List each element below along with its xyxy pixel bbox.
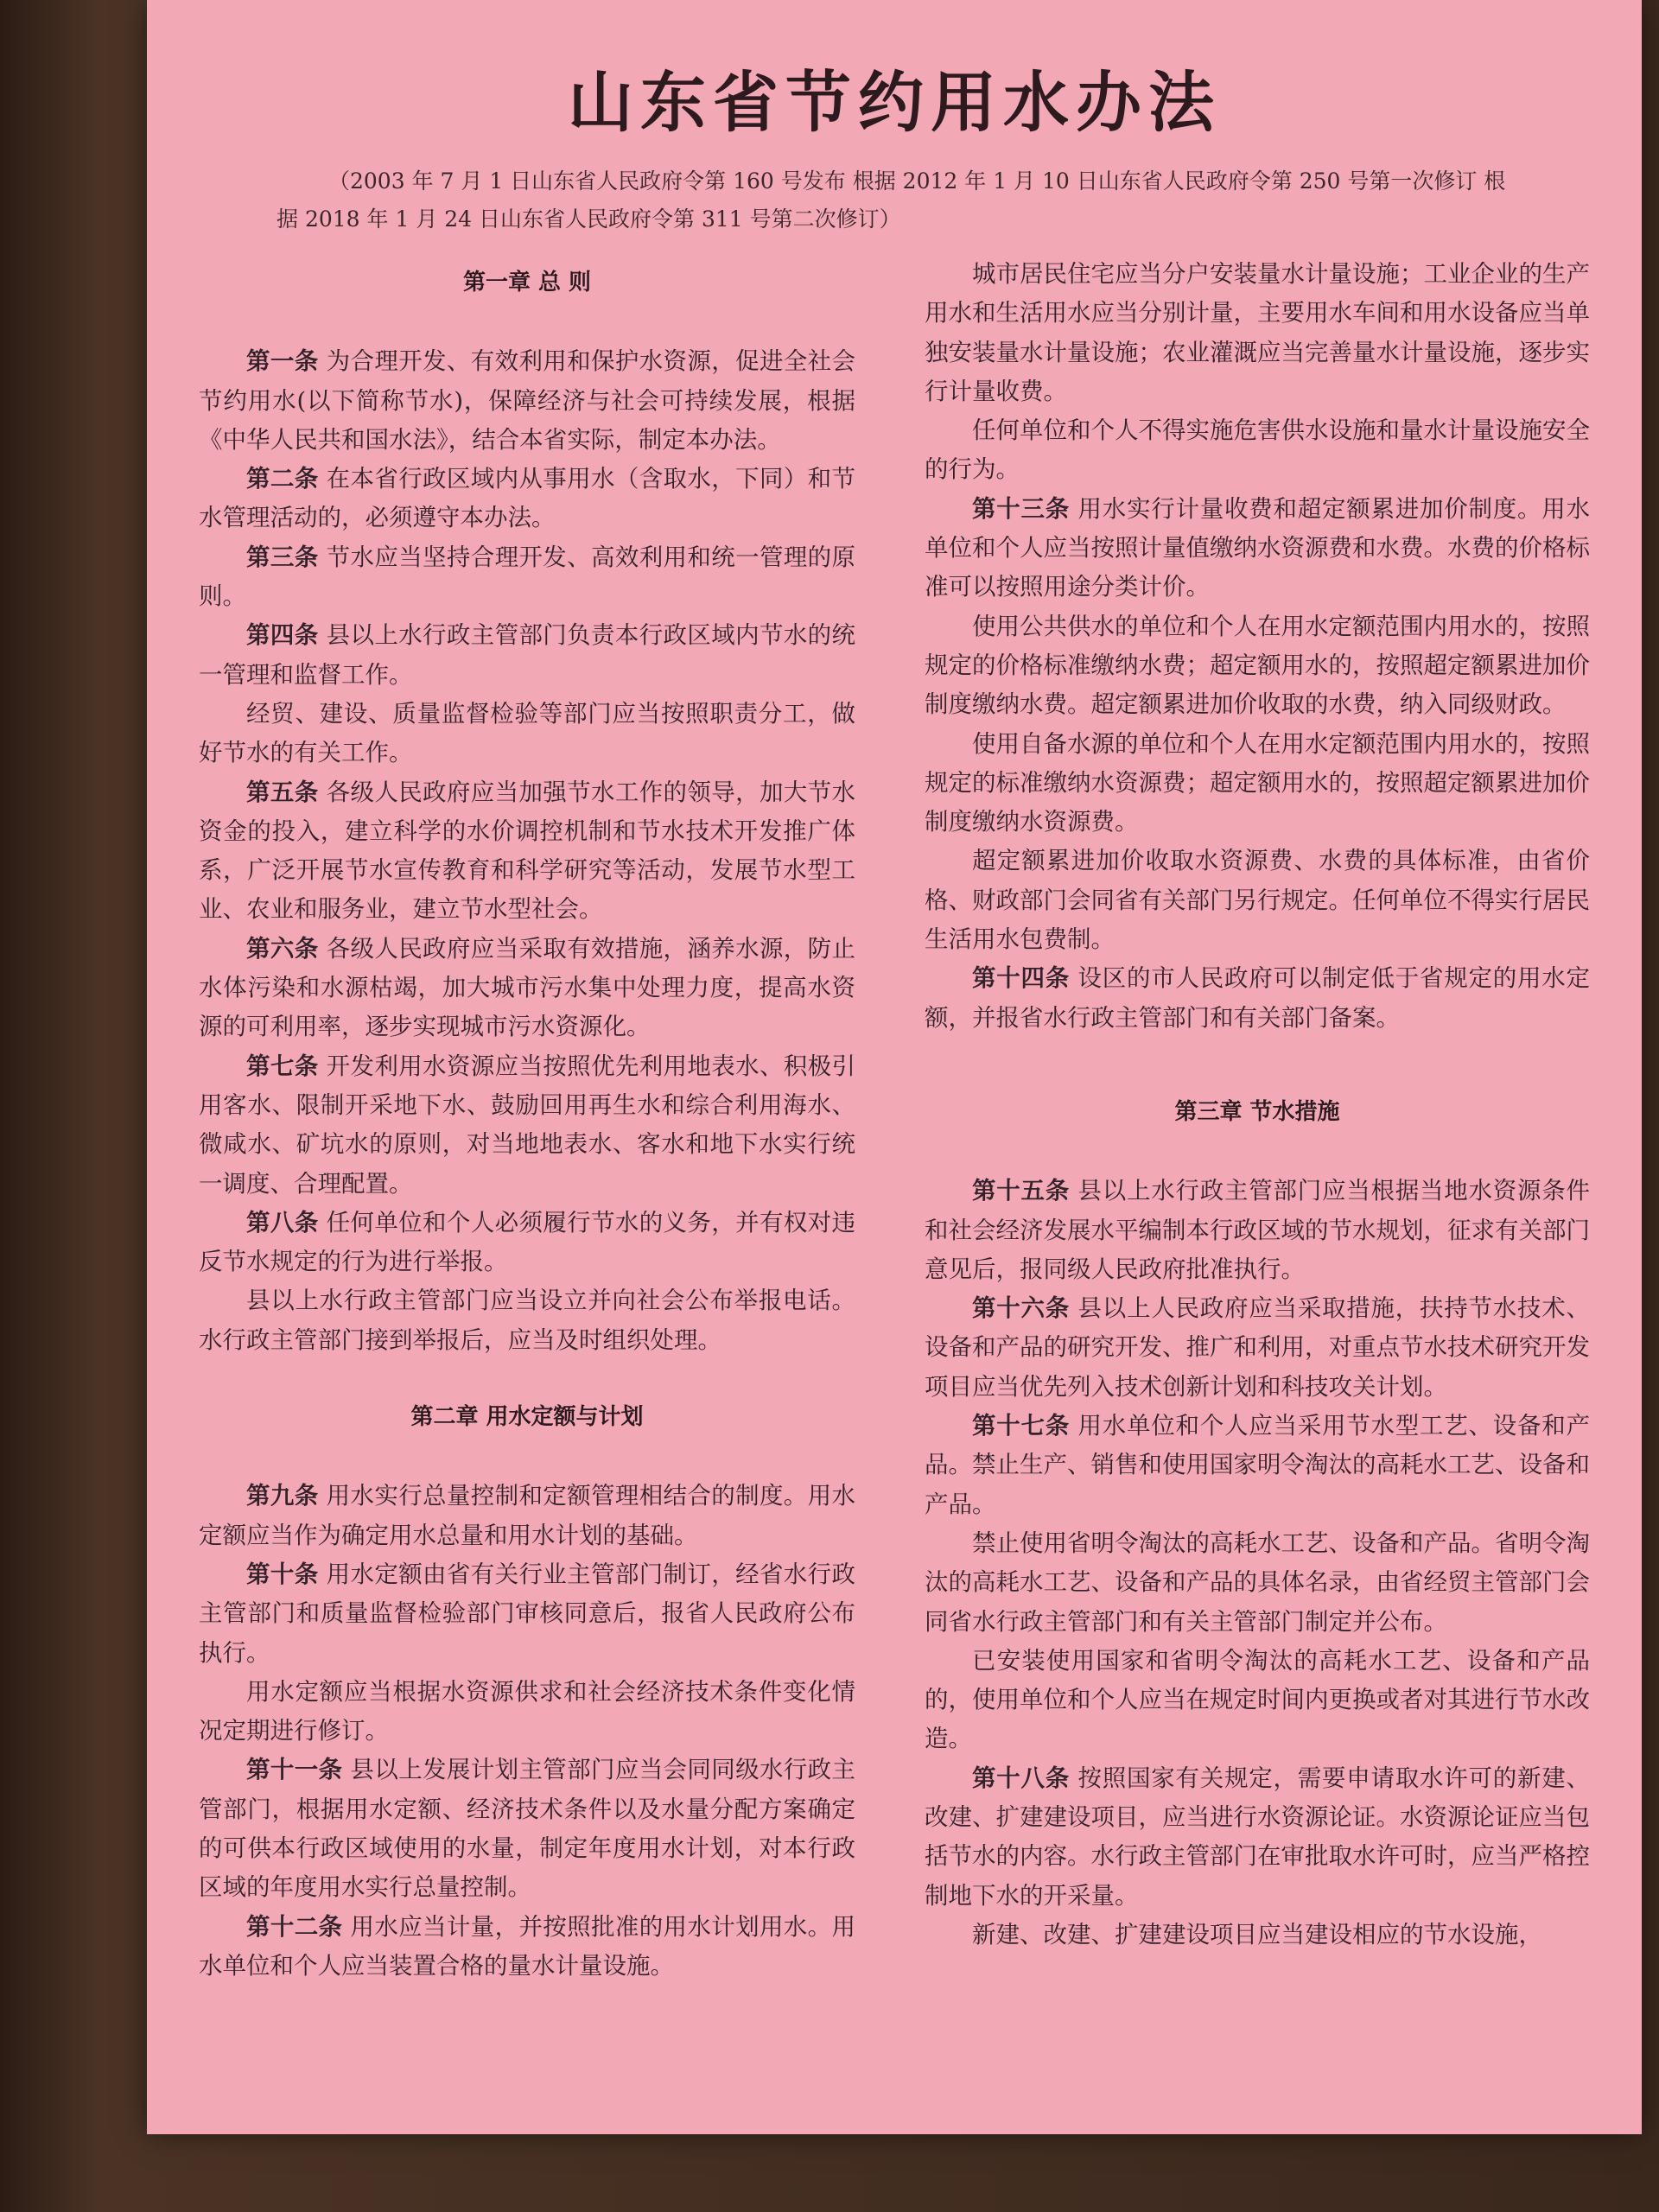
article-text: 县以上水行政主管部门负责本行政区域内节水的统一管理和监督工作。 xyxy=(199,621,856,689)
article-text: 超定额累进加价收取水资源费、水费的具体标准，由省价格、财政部门会同省有关部门另行规定。任何单位不得实行居民生活用水包费制。 xyxy=(925,847,1590,954)
article-number: 第九条 xyxy=(246,1482,319,1510)
article-text: 城市居民住宅应当分户安装量水计量设施；工业企业的生产用水和生活用水应当分别计量，主要用水车间和用水设备应当单独安装量水计量设施；农业灌溉应当完善量水计量设施，逐步实行计量收费。 xyxy=(925,260,1590,405)
article-paragraph xyxy=(925,959,1590,1038)
article-text: 在本省行政区域内从事用水（含取水，下同）和节水管理活动的，必须遵守本办法。 xyxy=(199,465,856,532)
chapter-2-articles xyxy=(199,1477,855,1986)
article-text: 用水实行总量控制和定额管理相结合的制度。用水定额应当作为确定用水总量和用水计划的基础。 xyxy=(199,1482,856,1549)
article-number: 第十六条 xyxy=(972,1294,1070,1323)
article-text: 开发利用水资源应当按照优先利用地表水、积极引用客水、限制开采地下水、鼓励回用再生水和综合利用海水、微咸水、矿坑水的原则，对当地地表水、客水和地下水实行统一调度、合理配置。 xyxy=(199,1052,856,1198)
article-text: 用水实行计量收费和超定额累进加价制度。用水单位和个人应当按照计量值缴纳水资源费和水费。水费的价格标准可以按照用途分类计价。 xyxy=(925,494,1590,601)
article-text: 新建、改建、扩建建设项目应当建设相应的节水设施， xyxy=(972,1920,1542,1948)
article-number: 第一条 xyxy=(246,347,319,376)
article-text: 用水定额应当根据水资源供求和社会经济技术条件变化情况定期进行修订。 xyxy=(199,1677,855,1745)
article-paragraph xyxy=(199,773,855,930)
article-paragraph xyxy=(199,1673,855,1751)
article-number: 第十五条 xyxy=(972,1177,1070,1205)
article-number: 第七条 xyxy=(246,1052,319,1080)
article-number: 第十一条 xyxy=(246,1756,343,1784)
article-text: 经贸、建设、质量监督检验等部门应当按照职责分工，做好节水的有关工作。 xyxy=(199,699,855,767)
document-title: 山东省节约用水办法 xyxy=(568,64,1221,141)
article-number: 第八条 xyxy=(246,1208,319,1236)
article-paragraph xyxy=(199,460,855,538)
article-paragraph xyxy=(925,842,1590,959)
article-paragraph xyxy=(925,1916,1590,1955)
article-paragraph xyxy=(199,616,855,695)
article-text: 县以上人民政府应当采取措施，扶持节水技术、设备和产品的研究开发、推广和利用，对重点节水技术研究开发项目应当优先列入技术创新计划和科技攻关计划。 xyxy=(925,1294,1590,1401)
article-paragraph xyxy=(199,538,855,617)
article-number: 第十七条 xyxy=(972,1412,1070,1440)
article-text: 使用自备水源的单位和个人在用水定额范围内用水的，按照规定的标准缴纳水资源费；超定额用水的，按照超定额累进加价制度缴纳水资源费。 xyxy=(925,729,1590,836)
article-number: 第十二条 xyxy=(246,1912,343,1941)
article-paragraph xyxy=(199,1047,855,1204)
article-paragraph xyxy=(199,1751,855,1907)
article-paragraph xyxy=(925,725,1590,842)
document-subtitle: （2003 年 7 月 1 日山东省人民政府令第 160 号发布 根据 2012 年 1 月 10 日山东省人民政府令第 250 号第一次修订 根据 2018 年 1 月 24 日山东省人民政府令第 311 号第二次修订） xyxy=(276,168,1506,232)
article-paragraph xyxy=(199,1908,855,1986)
article-paragraph xyxy=(199,342,855,460)
chapter-heading-3: 第三章 节水措施 xyxy=(1174,1098,1340,1125)
article-number: 第六条 xyxy=(246,934,319,963)
article-number: 第十四条 xyxy=(972,964,1070,993)
article-text: 节水应当坚持合理开发、高效利用和统一管理的原则。 xyxy=(199,543,856,611)
article-text: 县以上发展计划主管部门应当会同同级水行政主管部门，根据用水定额、经济技术条件以及水量分配方案确定的可供本行政区域使用的水量，制定年度用水计划，对本行政区域的年度用水实行总量控制。 xyxy=(199,1756,855,1902)
article-text: 县以上水行政主管部门应当根据当地水资源条件和社会经济发展水平编制本行政区域的节水规划，征求有关部门意见后，报同级人民政府批准执行。 xyxy=(925,1177,1590,1283)
article-number: 第五条 xyxy=(246,778,319,806)
article-number: 第十条 xyxy=(246,1560,319,1588)
article-paragraph xyxy=(925,1642,1590,1759)
article-text: 已安装使用国家和省明令淘汰的高耗水工艺、设备和产品的，使用单位和个人应当在规定时间内更换或者对其进行节水改造。 xyxy=(925,1646,1590,1753)
article-text: 为合理开发、有效利用和保护水资源，促进全社会节约用水(以下简称节水)，保障经济与社会可持续发展，根据《中华人民共和国水法》，结合本省实际，制定本办法。 xyxy=(199,347,856,454)
article-text: 使用公共供水的单位和个人在用水定额范围内用水的，按照规定的价格标准缴纳水费；超定额用水的，按照超定额累进加价制度缴纳水费。超定额累进加价收取的水费，纳入同级财政。 xyxy=(925,612,1590,719)
chapter-heading-2: 第二章 用水定额与计划 xyxy=(410,1404,644,1431)
article-paragraph xyxy=(925,411,1590,490)
article-paragraph xyxy=(199,695,855,773)
article-text: 各级人民政府应当加强节水工作的领导，加大节水资金的投入，建立科学的水价调控机制和节水技术开发推广体系，广泛开展节水宣传教育和科学研究等活动，发展节水型工业、农业和服务业，建立节水型社会。 xyxy=(199,778,856,924)
article-paragraph xyxy=(925,255,1590,411)
article-text: 禁止使用省明令淘汰的高耗水工艺、设备和产品。省明令淘汰的高耗水工艺、设备和产品的具体名录，由省经贸主管部门会同省水行政主管部门和有关主管部门制定并公布。 xyxy=(925,1529,1590,1636)
article-paragraph xyxy=(199,1477,855,1555)
article-paragraph xyxy=(199,1281,855,1360)
chapter-1-articles xyxy=(199,342,855,1360)
article-text: 各级人民政府应当采取有效措施，涵养水源，防止水体污染和水源枯竭，加大城市污水集中处理力度，提高水资源的可利用率，逐步实现城市污水资源化。 xyxy=(199,934,856,1041)
article-text: 用水定额由省有关行业主管部门制订，经省水行政主管部门和质量监督检验部门审核同意后，报省人民政府公布执行。 xyxy=(199,1560,856,1667)
article-paragraph xyxy=(925,1524,1590,1642)
article-paragraph xyxy=(925,1759,1590,1916)
article-paragraph xyxy=(925,607,1590,725)
spacer xyxy=(925,1038,1590,1067)
article-number: 第二条 xyxy=(246,465,319,493)
article-paragraph xyxy=(925,1172,1590,1289)
article-text: 任何单位和个人不得实施危害供水设施和量水计量设施安全的行为。 xyxy=(925,416,1590,484)
article-number: 第十八条 xyxy=(972,1764,1070,1792)
article-text: 按照国家有关规定，需要申请取水许可的新建、改建、扩建建设项目，应当进行水资源论证。水资源论证应当包括节水的内容。水行政主管部门在审批取水许可时，应当严格控制地下水的开采量。 xyxy=(925,1764,1590,1910)
article-text: 任何单位和个人必须履行节水的义务，并有权对违反节水规定的行为进行举报。 xyxy=(199,1208,856,1276)
document-page xyxy=(147,0,1642,2134)
article-paragraph xyxy=(925,1289,1590,1407)
article-paragraph xyxy=(199,1555,855,1673)
left-column xyxy=(199,255,855,1986)
article-paragraph xyxy=(199,930,855,1047)
article-paragraph xyxy=(925,490,1590,607)
article-paragraph xyxy=(925,1407,1590,1524)
article-text: 用水应当计量，并按照批准的用水计划用水。用水单位和个人应当装置合格的量水计量设施。 xyxy=(199,1912,855,1980)
article-number: 第三条 xyxy=(246,543,319,571)
chapter-3-articles xyxy=(925,1172,1590,1955)
article-text: 县以上水行政主管部门应当设立并向社会公布举报电话。水行政主管部门接到举报后，应当及时组织处理。 xyxy=(199,1287,855,1354)
article-paragraph xyxy=(199,1204,855,1282)
chapter-2-continued-articles xyxy=(925,255,1590,1038)
article-text: 设区的市人民政府可以制定低于省规定的用水定额，并报省水行政主管部门和有关部门备案。 xyxy=(925,964,1590,1032)
article-number: 第十三条 xyxy=(972,494,1070,523)
spacer xyxy=(199,1360,855,1389)
article-text: 用水单位和个人应当采用节水型工艺、设备和产品。禁止生产、销售和使用国家明令淘汰的高耗水工艺、设备和产品。 xyxy=(925,1412,1590,1518)
right-column xyxy=(925,255,1590,1955)
chapter-heading-1: 第一章 总 则 xyxy=(462,270,592,296)
article-number: 第四条 xyxy=(246,621,319,650)
